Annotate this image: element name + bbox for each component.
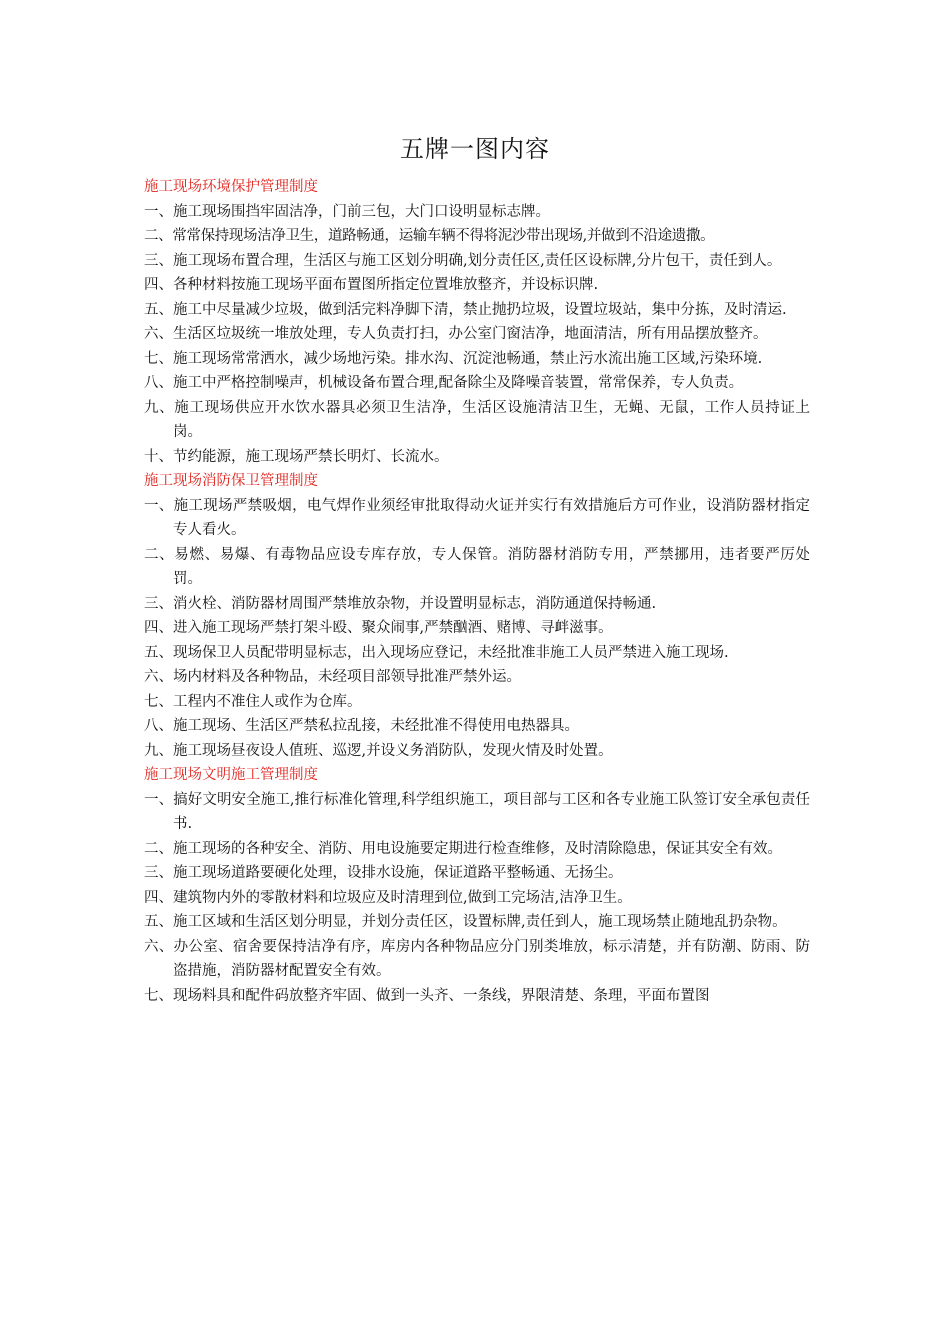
list-item: 二、施工现场的各种安全、消防、用电设施要定期进行检查维修，及时清除隐患，保证其安全有效。: [144, 840, 782, 857]
list-item: 三、消火栓、消防器材周围严禁堆放杂物，并设置明显标志，消防通道保持畅通.: [144, 595, 657, 612]
list-item: 十、节约能源，施工现场严禁长明灯、长流水。: [144, 448, 449, 465]
section-heading-environment: 施工现场环境保护管理制度: [144, 179, 318, 195]
document-title: 五牌一图内容: [400, 135, 550, 163]
list-item: 七、工程内不准住人或作为仓库。: [144, 693, 362, 710]
list-item: 九、施工现场昼夜设人值班、巡逻,并设义务消防队，发现火情及时处置。: [144, 742, 613, 759]
list-item: 四、进入施工现场严禁打架斗殴、聚众闹事,严禁酗酒、赌博、寻衅滋事。: [144, 620, 613, 636]
list-item: 五、施工中尽量减少垃圾，做到活完料净脚下清，禁止抛扔垃圾，设置垃圾站，集中分拣，及时清运.: [144, 301, 787, 318]
list-item: 四、建筑物内外的零散材料和垃圾应及时清理到位,做到工完场洁,洁净卫生。: [144, 889, 632, 906]
list-item: 六、场内材料及各种物品，未经项目部领导批准严禁外运。: [144, 669, 521, 685]
list-item: 一、施工现场围挡牢固洁净，门前三包，大门口设明显标志牌。: [144, 203, 550, 220]
list-item: 四、各种材料按施工现场平面布置图所指定位置堆放整齐，并设标识牌.: [144, 277, 599, 293]
list-item: 八、施工中严格控制噪声，机械设备布置合理,配备除尘及降噪音装置，常常保养，专人负责。: [144, 375, 744, 391]
list-item: 七、现场料具和配件码放整齐牢固、做到一头齐、一条线，界限清楚、条理，平面布置图: [144, 987, 710, 1004]
list-item: 五、施工区域和生活区划分明显，并划分责任区，设置标牌,责任到人，施工现场禁止随地乱扔杂物。: [144, 914, 787, 930]
list-item: 五、现场保卫人员配带明显标志，出入现场应登记，未经批准非施工人员严禁进入施工现场.: [144, 644, 729, 661]
list-item: 二、常常保持现场洁净卫生，道路畅通，运输车辆不得将泥沙带出现场,并做到不沿途遗撒。: [144, 228, 715, 244]
list-item: 七、施工现场常常洒水，减少场地污染。排水沟、沉淀池畅通，禁止污水流出施工区域,污染环境.: [144, 350, 763, 367]
list-item: 一、搞好文明安全施工,推行标准化管理,科学组织施工，项目部与工区和各专业施工队签订安全承包责任书.: [144, 791, 810, 832]
list-item: 八、施工现场、生活区严禁私拉乱接，未经批准不得使用电热器具。: [144, 718, 579, 734]
list-item: 六、生活区垃圾统一堆放处理，专人负责打扫，办公室门窗洁净，地面清洁，所有用品摆放整齐。: [144, 326, 768, 342]
section-heading-fire-security: 施工现场消防保卫管理制度: [144, 473, 318, 489]
list-item: 一、施工现场严禁吸烟，电气焊作业须经审批取得动火证并实行有效措施后方可作业，设消防器材指定专人看火。: [144, 497, 810, 538]
section-heading-civilized-construction: 施工现场文明施工管理制度: [144, 767, 318, 783]
list-item: 二、易燃、易爆、有毒物品应设专库存放，专人保管。消防器材消防专用，严禁挪用，违者要严厉处罚。: [144, 546, 810, 587]
list-item: 三、施工现场道路要硬化处理，设排水设施，保证道路平整畅通、无扬尘。: [144, 865, 623, 881]
document-body: [144, 175, 810, 1008]
list-item: 三、施工现场布置合理，生活区与施工区划分明确,划分责任区,责任区设标牌,分片包干，责任到人。: [144, 252, 782, 269]
list-item: 九、施工现场供应开水饮水器具必须卫生洁净，生活区设施清洁卫生，无蝇、无鼠，工作人员持证上岗。: [144, 399, 810, 440]
list-item: 六、办公室、宿舍要保持洁净有序，库房内各种物品应分门别类堆放，标示清楚，并有防潮、防雨、防盗措施，消防器材配置安全有效。: [144, 938, 810, 979]
